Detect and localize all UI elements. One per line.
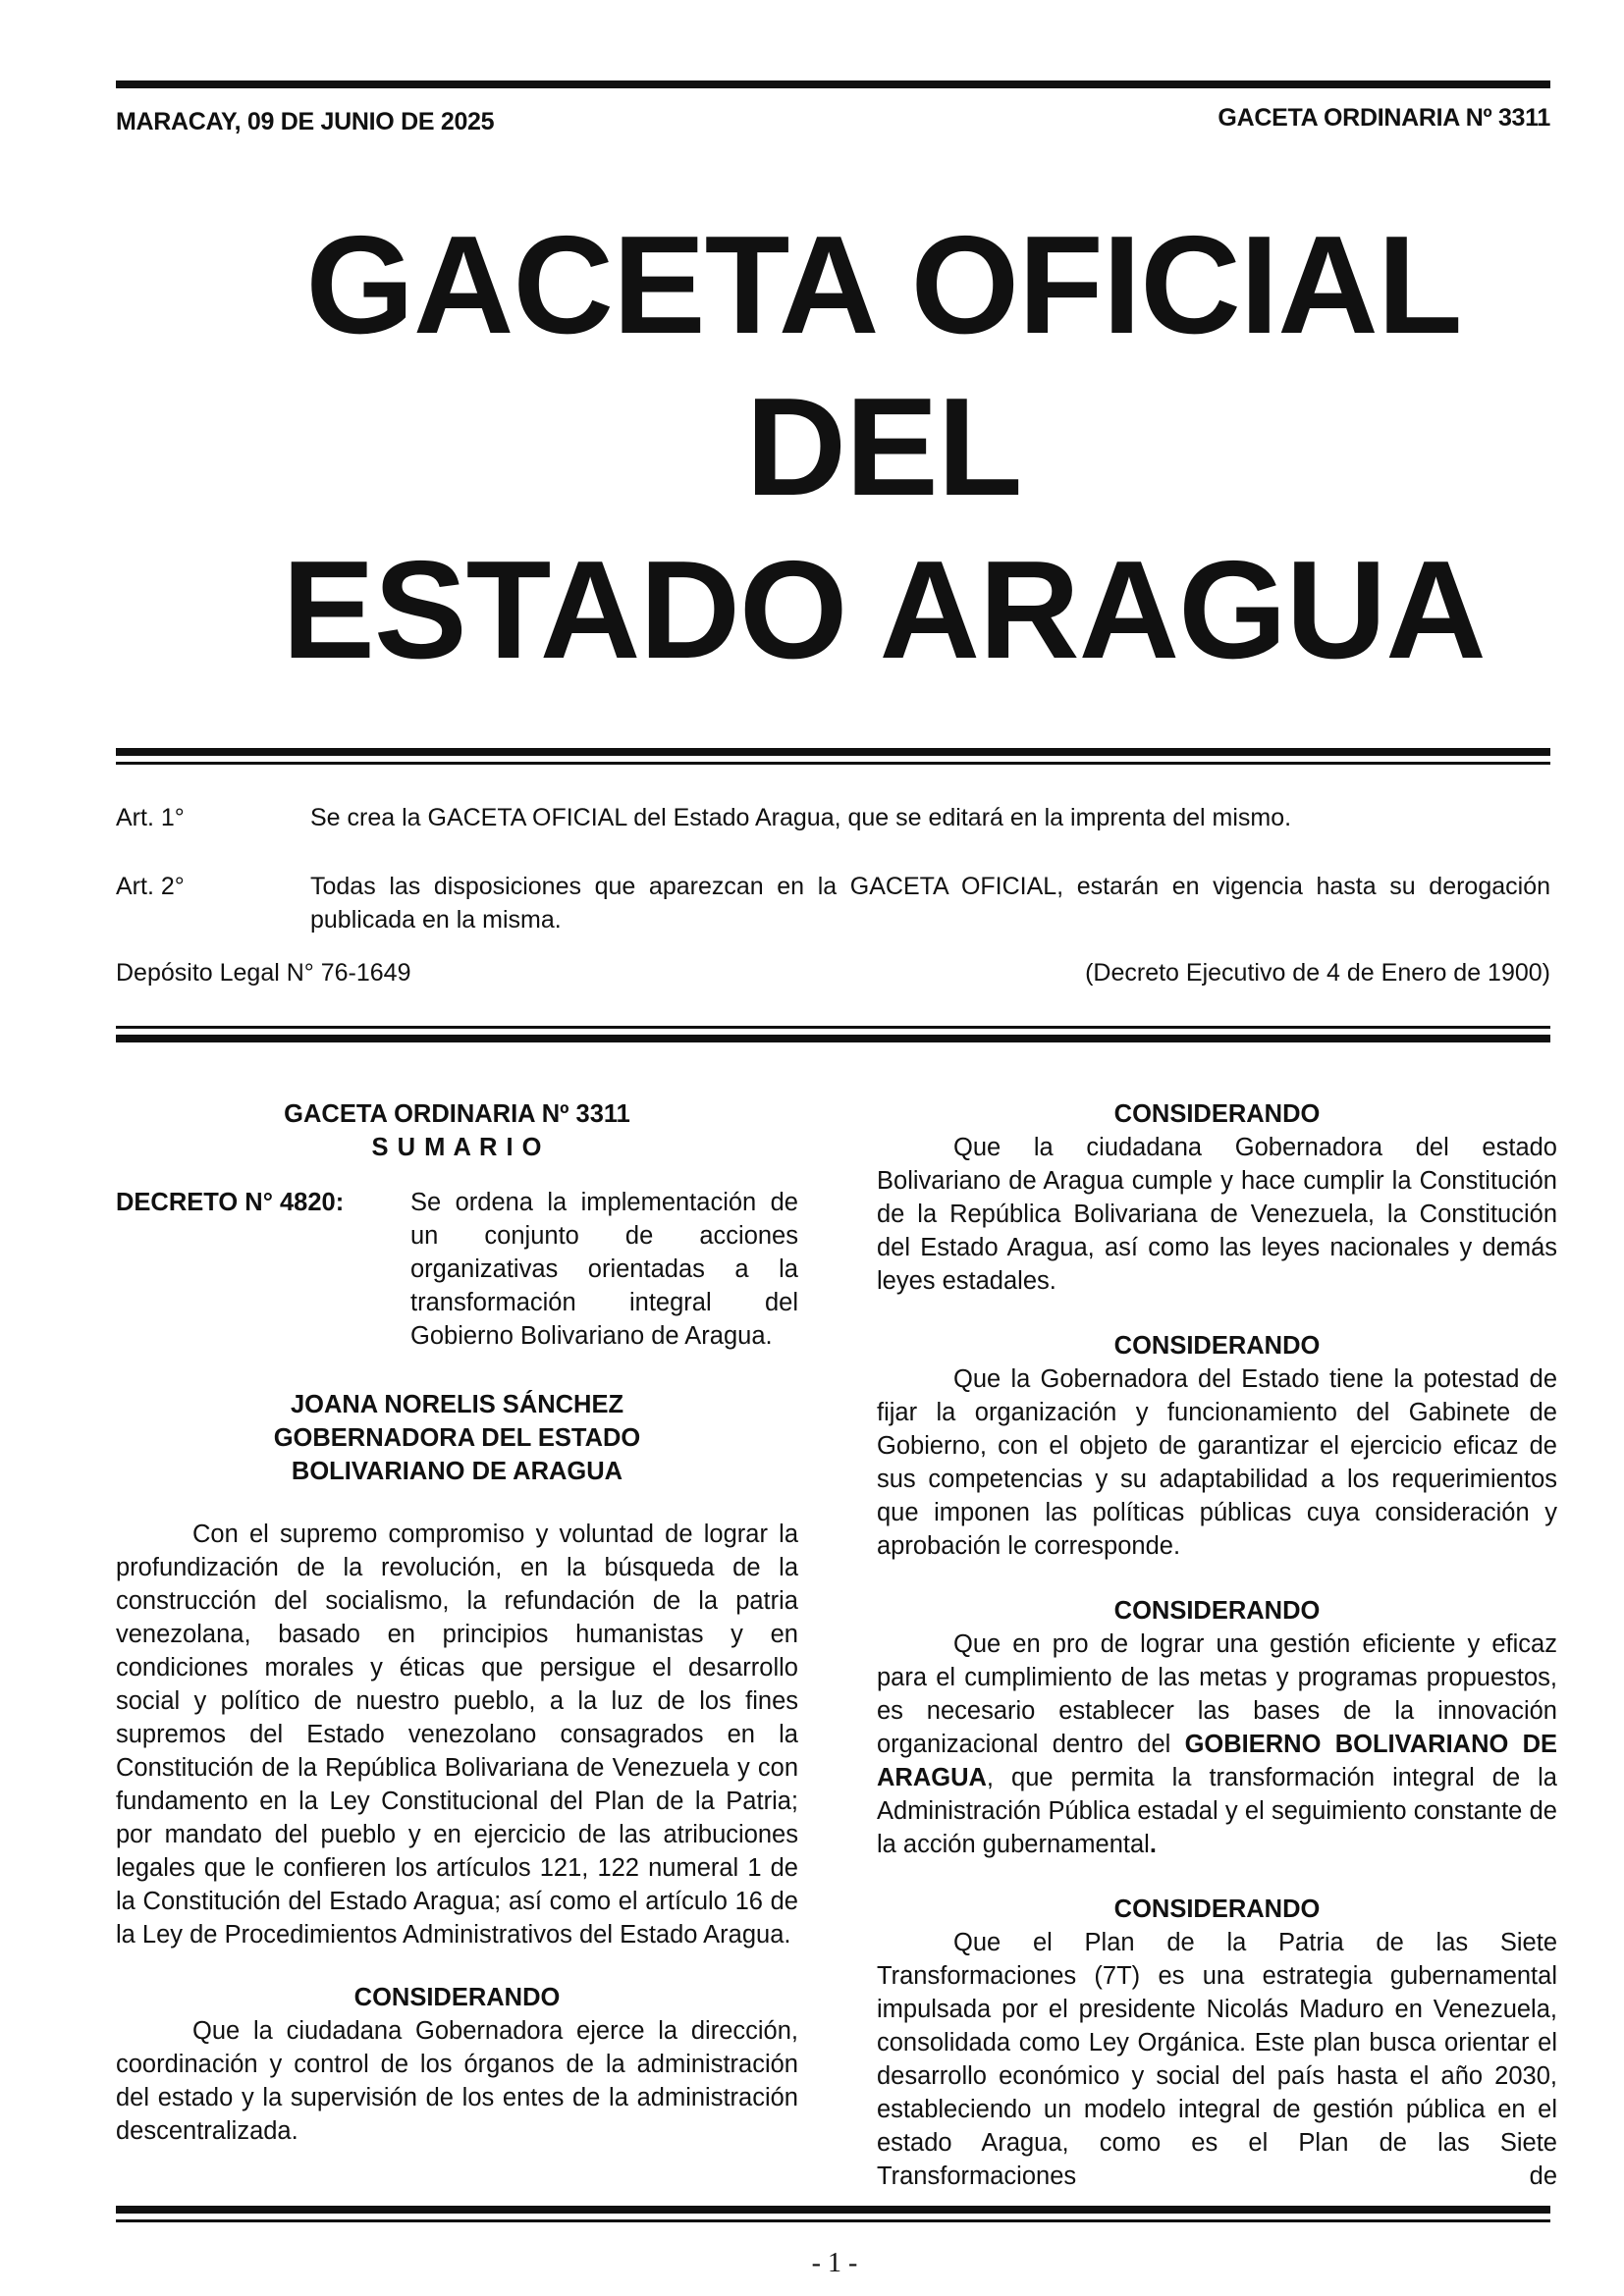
- articles-top-rule: [116, 748, 1550, 756]
- right-column: [877, 1097, 1557, 2193]
- article-1-text: Se crea la GACETA OFICIAL del Estado Aragua, que se editará en la imprenta del mismo.: [310, 804, 1292, 831]
- masthead-line-3: ESTADO ARAGUA: [282, 532, 1486, 688]
- considerando-2-heading: CONSIDERANDO: [1113, 1332, 1321, 1360]
- considerando-3-text-a: Que en pro de lograr una gestión eficiente y eficaz para el cumplimiento de las metas y programas propuestos, es necesario establecer las bases de la innovación organizacional dentro del: [877, 1630, 1557, 1758]
- article-1-label: Art. 1°: [116, 804, 185, 831]
- decree-label: DECRETO N° 4820:: [116, 1189, 345, 1216]
- governor-title-2: BOLIVARIANO DE ARAGUA: [291, 1458, 623, 1485]
- article-2-text: Todas las disposiciones que aparezcan en la GACETA OFICIAL, estarán en vigencia hasta su derogación publicada en la misma.: [310, 873, 1550, 934]
- footer-rule-thin: [116, 2219, 1550, 2222]
- masthead-line-2: DEL: [745, 369, 1022, 525]
- governor-block: [116, 1388, 798, 1488]
- considerando-4-text: Que el Plan de la Patria de las Siete Transformaciones (7T) es una estrategia gubernamental impulsada por el presidente Nicolás Maduro en Venezuela, consolidada como Ley Orgánica. Este plan busca orientar el desarrollo económico y social del país hasta el año 2030, estableciendo un modelo integral de gestión pública en el estado Aragua, como es el Plan de las Siete Transformaciones de: [877, 1929, 1557, 2190]
- governor-title-1: GOBERNADORA DEL ESTADO: [273, 1424, 641, 1452]
- summary-decree: [116, 1186, 798, 1353]
- considerando-3-text-b: , que permita la transformación integral de la Administración Pública estadal y el seguimiento constante de la acción gubernamental: [877, 1764, 1557, 1858]
- page-number: - 1 -: [811, 2248, 858, 2278]
- considerando-3-end: .: [1149, 1831, 1157, 1858]
- left-column: [116, 1097, 798, 2148]
- considerando-1-text: Que la ciudadana Gobernadora del estado Bolivariano de Aragua cumple y hace cumplir la Constitución de la República Bolivariana de Venezuela, la Constitución del Estado Aragua, así como las leyes nacionales y demás leyes estadales.: [877, 1134, 1557, 1295]
- considerando-2-text: Que la Gobernadora del Estado tiene la potestad de fijar la organización y funcionamiento del Gabinete de Gobierno, con el objeto de garantizar el ejercicio eficaz de sus competencias y su adaptabilidad a los requerimientos que imponen las políticas públicas cuya consideración y aprobación le corresponde.: [877, 1365, 1557, 1560]
- governor-name: JOANA NORELIS SÁNCHEZ: [290, 1391, 624, 1418]
- left-considerando-heading: CONSIDERANDO: [353, 1984, 561, 2011]
- decree-text: Se ordena la implementación de un conjunto de acciones organizativas orientadas a la transformación integral del Gobierno Bolivariano de Aragua.: [410, 1189, 798, 1350]
- articles-bottom-rule-thin: [116, 1026, 1550, 1029]
- considerando-3-bold: GOBIERNO BOLIVARIANO DE ARAGUA: [877, 1731, 1558, 1791]
- articles-bottom-rule: [116, 1035, 1550, 1042]
- considerando-3-heading: CONSIDERANDO: [1113, 1597, 1321, 1625]
- issue-number: GACETA ORDINARIA Nº 3311: [1218, 104, 1550, 132]
- decree-reference: (Decreto Ejecutivo de 4 de Enero de 1900): [1085, 959, 1550, 987]
- legal-deposit: Depósito Legal N° 76-1649: [116, 959, 411, 987]
- preamble-paragraph: Con el supremo compromiso y voluntad de lograr la profundización de la revolución, en la búsqueda de la construcción del socialismo, la refundación de la patria venezolana, basado en principios humanistas y en condiciones morales y éticas que persigue el desarrollo social y político de nuestro pueblo, a la luz de los fines supremos del Estado venezolano consagrados en la Constitución de la República Bolivariana de Venezuela y con fundamento en la Ley Constitucional del Plan de la Patria; por mandato del pueblo y en ejercicio de las atribuciones legales que le confieren los artículos 121, 122 numeral 1 de la Constitución del Estado Aragua; así como el artículo 16 de la Ley de Procedimientos Administrativos del Estado Aragua.: [116, 1521, 798, 1949]
- masthead-line-1: GACETA OFICIAL: [305, 207, 1462, 363]
- considerando-3-text: [877, 1628, 1557, 1861]
- summary-subtitle: S U M A R I O: [371, 1134, 543, 1161]
- footer-rule: [116, 2206, 1550, 2214]
- article-2-label: Art. 2°: [116, 873, 185, 900]
- top-rule: [116, 80, 1550, 88]
- left-considerando-text: Que la ciudadana Gobernadora ejerce la dirección, coordinación y control de los órganos de la administración del estado y la supervisión de los entes de la administración descentralizada.: [116, 2017, 798, 2145]
- considerando-4-heading: CONSIDERANDO: [1113, 1896, 1321, 1923]
- issue-date: MARACAY, 09 DE JUNIO DE 2025: [116, 108, 495, 135]
- summary-title: GACETA ORDINARIA Nº 3311: [284, 1100, 630, 1128]
- considerando-1-heading: CONSIDERANDO: [1113, 1100, 1321, 1128]
- articles-top-rule-thin: [116, 762, 1550, 765]
